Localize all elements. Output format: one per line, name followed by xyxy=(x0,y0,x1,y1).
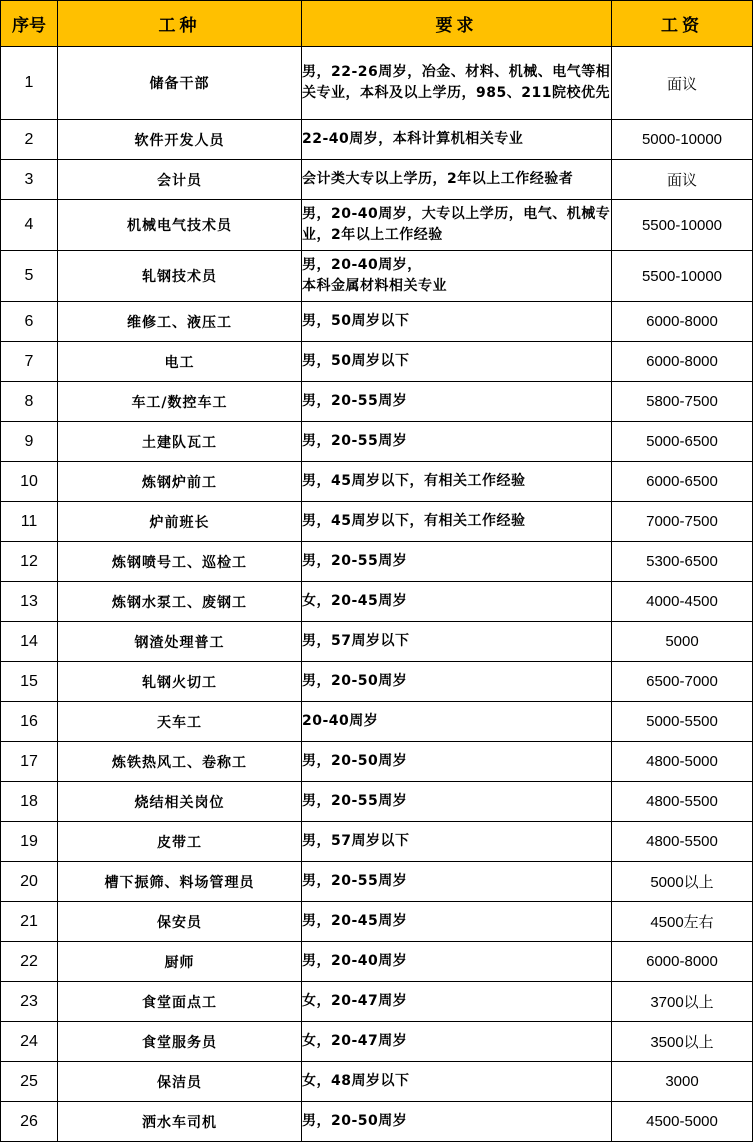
table-row xyxy=(1,302,753,342)
row-salary: 4800-5500 xyxy=(612,782,753,822)
table-row xyxy=(1,862,753,902)
row-serial-number: 17 xyxy=(1,742,58,782)
row-job-type: 食堂面点工 xyxy=(58,982,302,1022)
row-job-type: 土建队瓦工 xyxy=(58,422,302,462)
row-job-type: 保安员 xyxy=(58,902,302,942)
table-row xyxy=(1,47,753,120)
table-row xyxy=(1,422,753,462)
table-row xyxy=(1,200,753,251)
row-job-type: 炼钢水泵工、废钢工 xyxy=(58,582,302,622)
row-job-type: 维修工、液压工 xyxy=(58,302,302,342)
table-row xyxy=(1,502,753,542)
table-row xyxy=(1,782,753,822)
table-row xyxy=(1,702,753,742)
row-salary: 3000 xyxy=(612,1062,753,1102)
row-serial-number: 9 xyxy=(1,422,58,462)
header-job-type: 工种 xyxy=(58,1,302,47)
row-requirement: 男，50周岁以下 xyxy=(302,302,612,342)
header-serial-number: 序号 xyxy=(1,1,58,47)
row-salary: 5800-7500 xyxy=(612,382,753,422)
row-serial-number: 10 xyxy=(1,462,58,502)
row-requirement: 女，20-47周岁 xyxy=(302,982,612,1022)
table-row xyxy=(1,942,753,982)
row-serial-number: 8 xyxy=(1,382,58,422)
row-salary: 5500-10000 xyxy=(612,200,753,251)
table-row xyxy=(1,1102,753,1142)
row-salary: 4800-5500 xyxy=(612,822,753,862)
row-requirement: 会计类大专以上学历，2年以上工作经验者 xyxy=(302,160,612,200)
table-row xyxy=(1,120,753,160)
row-salary: 6000-6500 xyxy=(612,462,753,502)
row-requirement: 男，20-55周岁 xyxy=(302,782,612,822)
row-job-type: 会计员 xyxy=(58,160,302,200)
table-row xyxy=(1,662,753,702)
row-job-type: 轧钢火切工 xyxy=(58,662,302,702)
table-header-row xyxy=(1,1,753,47)
row-job-type: 炼钢喷号工、巡检工 xyxy=(58,542,302,582)
table-row xyxy=(1,382,753,422)
row-requirement: 男，20-55周岁 xyxy=(302,382,612,422)
row-serial-number: 26 xyxy=(1,1102,58,1142)
row-salary: 4000-4500 xyxy=(612,582,753,622)
row-requirement: 男，20-55周岁 xyxy=(302,862,612,902)
row-serial-number: 12 xyxy=(1,542,58,582)
row-requirement: 男，20-50周岁 xyxy=(302,662,612,702)
row-salary: 5000-5500 xyxy=(612,702,753,742)
row-job-type: 烧结相关岗位 xyxy=(58,782,302,822)
row-requirement: 男，50周岁以下 xyxy=(302,342,612,382)
row-requirement: 男，57周岁以下 xyxy=(302,822,612,862)
row-salary: 4500左右 xyxy=(612,902,753,942)
row-serial-number: 6 xyxy=(1,302,58,342)
row-serial-number: 13 xyxy=(1,582,58,622)
row-job-type: 机械电气技术员 xyxy=(58,200,302,251)
table-row xyxy=(1,982,753,1022)
row-requirement: 男，20-50周岁 xyxy=(302,742,612,782)
row-serial-number: 21 xyxy=(1,902,58,942)
row-serial-number: 23 xyxy=(1,982,58,1022)
row-job-type: 软件开发人员 xyxy=(58,120,302,160)
row-serial-number: 11 xyxy=(1,502,58,542)
row-salary: 面议 xyxy=(612,47,753,120)
row-job-type: 轧钢技术员 xyxy=(58,251,302,302)
row-requirement: 女，20-45周岁 xyxy=(302,582,612,622)
table-row xyxy=(1,160,753,200)
row-serial-number: 5 xyxy=(1,251,58,302)
row-job-type: 电工 xyxy=(58,342,302,382)
row-serial-number: 24 xyxy=(1,1022,58,1062)
row-job-type: 车工/数控车工 xyxy=(58,382,302,422)
row-salary: 6000-8000 xyxy=(612,302,753,342)
table-row xyxy=(1,582,753,622)
row-requirement: 男，20-45周岁 xyxy=(302,902,612,942)
row-salary: 3500以上 xyxy=(612,1022,753,1062)
row-salary: 5500-10000 xyxy=(612,251,753,302)
row-job-type: 储备干部 xyxy=(58,47,302,120)
table-row xyxy=(1,251,753,302)
row-salary: 3700以上 xyxy=(612,982,753,1022)
table-row xyxy=(1,1022,753,1062)
row-salary: 面议 xyxy=(612,160,753,200)
row-serial-number: 1 xyxy=(1,47,58,120)
row-job-type: 炉前班长 xyxy=(58,502,302,542)
row-salary: 6000-8000 xyxy=(612,342,753,382)
row-serial-number: 25 xyxy=(1,1062,58,1102)
row-requirement: 男，45周岁以下，有相关工作经验 xyxy=(302,502,612,542)
row-serial-number: 16 xyxy=(1,702,58,742)
row-job-type: 槽下振筛、料场管理员 xyxy=(58,862,302,902)
row-requirement: 男，20-40周岁，大专以上学历，电气、机械专业，2年以上工作经验 xyxy=(302,200,612,251)
row-serial-number: 18 xyxy=(1,782,58,822)
row-salary: 5300-6500 xyxy=(612,542,753,582)
table-row xyxy=(1,1062,753,1102)
table-row xyxy=(1,622,753,662)
table-row xyxy=(1,822,753,862)
row-requirement: 女，48周岁以下 xyxy=(302,1062,612,1102)
row-salary: 5000-10000 xyxy=(612,120,753,160)
row-serial-number: 3 xyxy=(1,160,58,200)
row-requirement: 男，57周岁以下 xyxy=(302,622,612,662)
row-requirement: 20-40周岁 xyxy=(302,702,612,742)
row-serial-number: 22 xyxy=(1,942,58,982)
row-requirement: 男，20-50周岁 xyxy=(302,1102,612,1142)
row-job-type: 钢渣处理普工 xyxy=(58,622,302,662)
row-serial-number: 20 xyxy=(1,862,58,902)
row-salary: 5000-6500 xyxy=(612,422,753,462)
row-requirement: 男，45周岁以下，有相关工作经验 xyxy=(302,462,612,502)
header-salary: 工资 xyxy=(612,1,753,47)
table-row xyxy=(1,742,753,782)
row-serial-number: 7 xyxy=(1,342,58,382)
table-row xyxy=(1,462,753,502)
row-requirement: 男，20-55周岁 xyxy=(302,422,612,462)
row-salary: 7000-7500 xyxy=(612,502,753,542)
row-serial-number: 15 xyxy=(1,662,58,702)
table-row xyxy=(1,542,753,582)
row-salary: 5000以上 xyxy=(612,862,753,902)
row-serial-number: 19 xyxy=(1,822,58,862)
row-serial-number: 4 xyxy=(1,200,58,251)
row-salary: 4800-5000 xyxy=(612,742,753,782)
row-requirement: 男，20-40周岁， 本科金属材料相关专业 xyxy=(302,251,612,302)
row-job-type: 洒水车司机 xyxy=(58,1102,302,1142)
row-job-type: 天车工 xyxy=(58,702,302,742)
table-row xyxy=(1,342,753,382)
row-requirement: 22-40周岁，本科计算机相关专业 xyxy=(302,120,612,160)
row-requirement: 男，20-55周岁 xyxy=(302,542,612,582)
row-job-type: 厨师 xyxy=(58,942,302,982)
row-requirement: 女，20-47周岁 xyxy=(302,1022,612,1062)
row-job-type: 食堂服务员 xyxy=(58,1022,302,1062)
row-serial-number: 2 xyxy=(1,120,58,160)
row-job-type: 炼钢炉前工 xyxy=(58,462,302,502)
row-salary: 4500-5000 xyxy=(612,1102,753,1142)
row-serial-number: 14 xyxy=(1,622,58,662)
header-requirement: 要求 xyxy=(302,1,612,47)
row-job-type: 保洁员 xyxy=(58,1062,302,1102)
row-salary: 5000 xyxy=(612,622,753,662)
row-job-type: 皮带工 xyxy=(58,822,302,862)
row-requirement: 男，22-26周岁，冶金、材料、机械、电气等相关专业，本科及以上学历，985、211院校优先 xyxy=(302,47,612,120)
row-salary: 6500-7000 xyxy=(612,662,753,702)
table-row xyxy=(1,902,753,942)
row-job-type: 炼铁热风工、卷称工 xyxy=(58,742,302,782)
row-salary: 6000-8000 xyxy=(612,942,753,982)
table-body xyxy=(1,47,753,1142)
row-requirement: 男，20-40周岁 xyxy=(302,942,612,982)
